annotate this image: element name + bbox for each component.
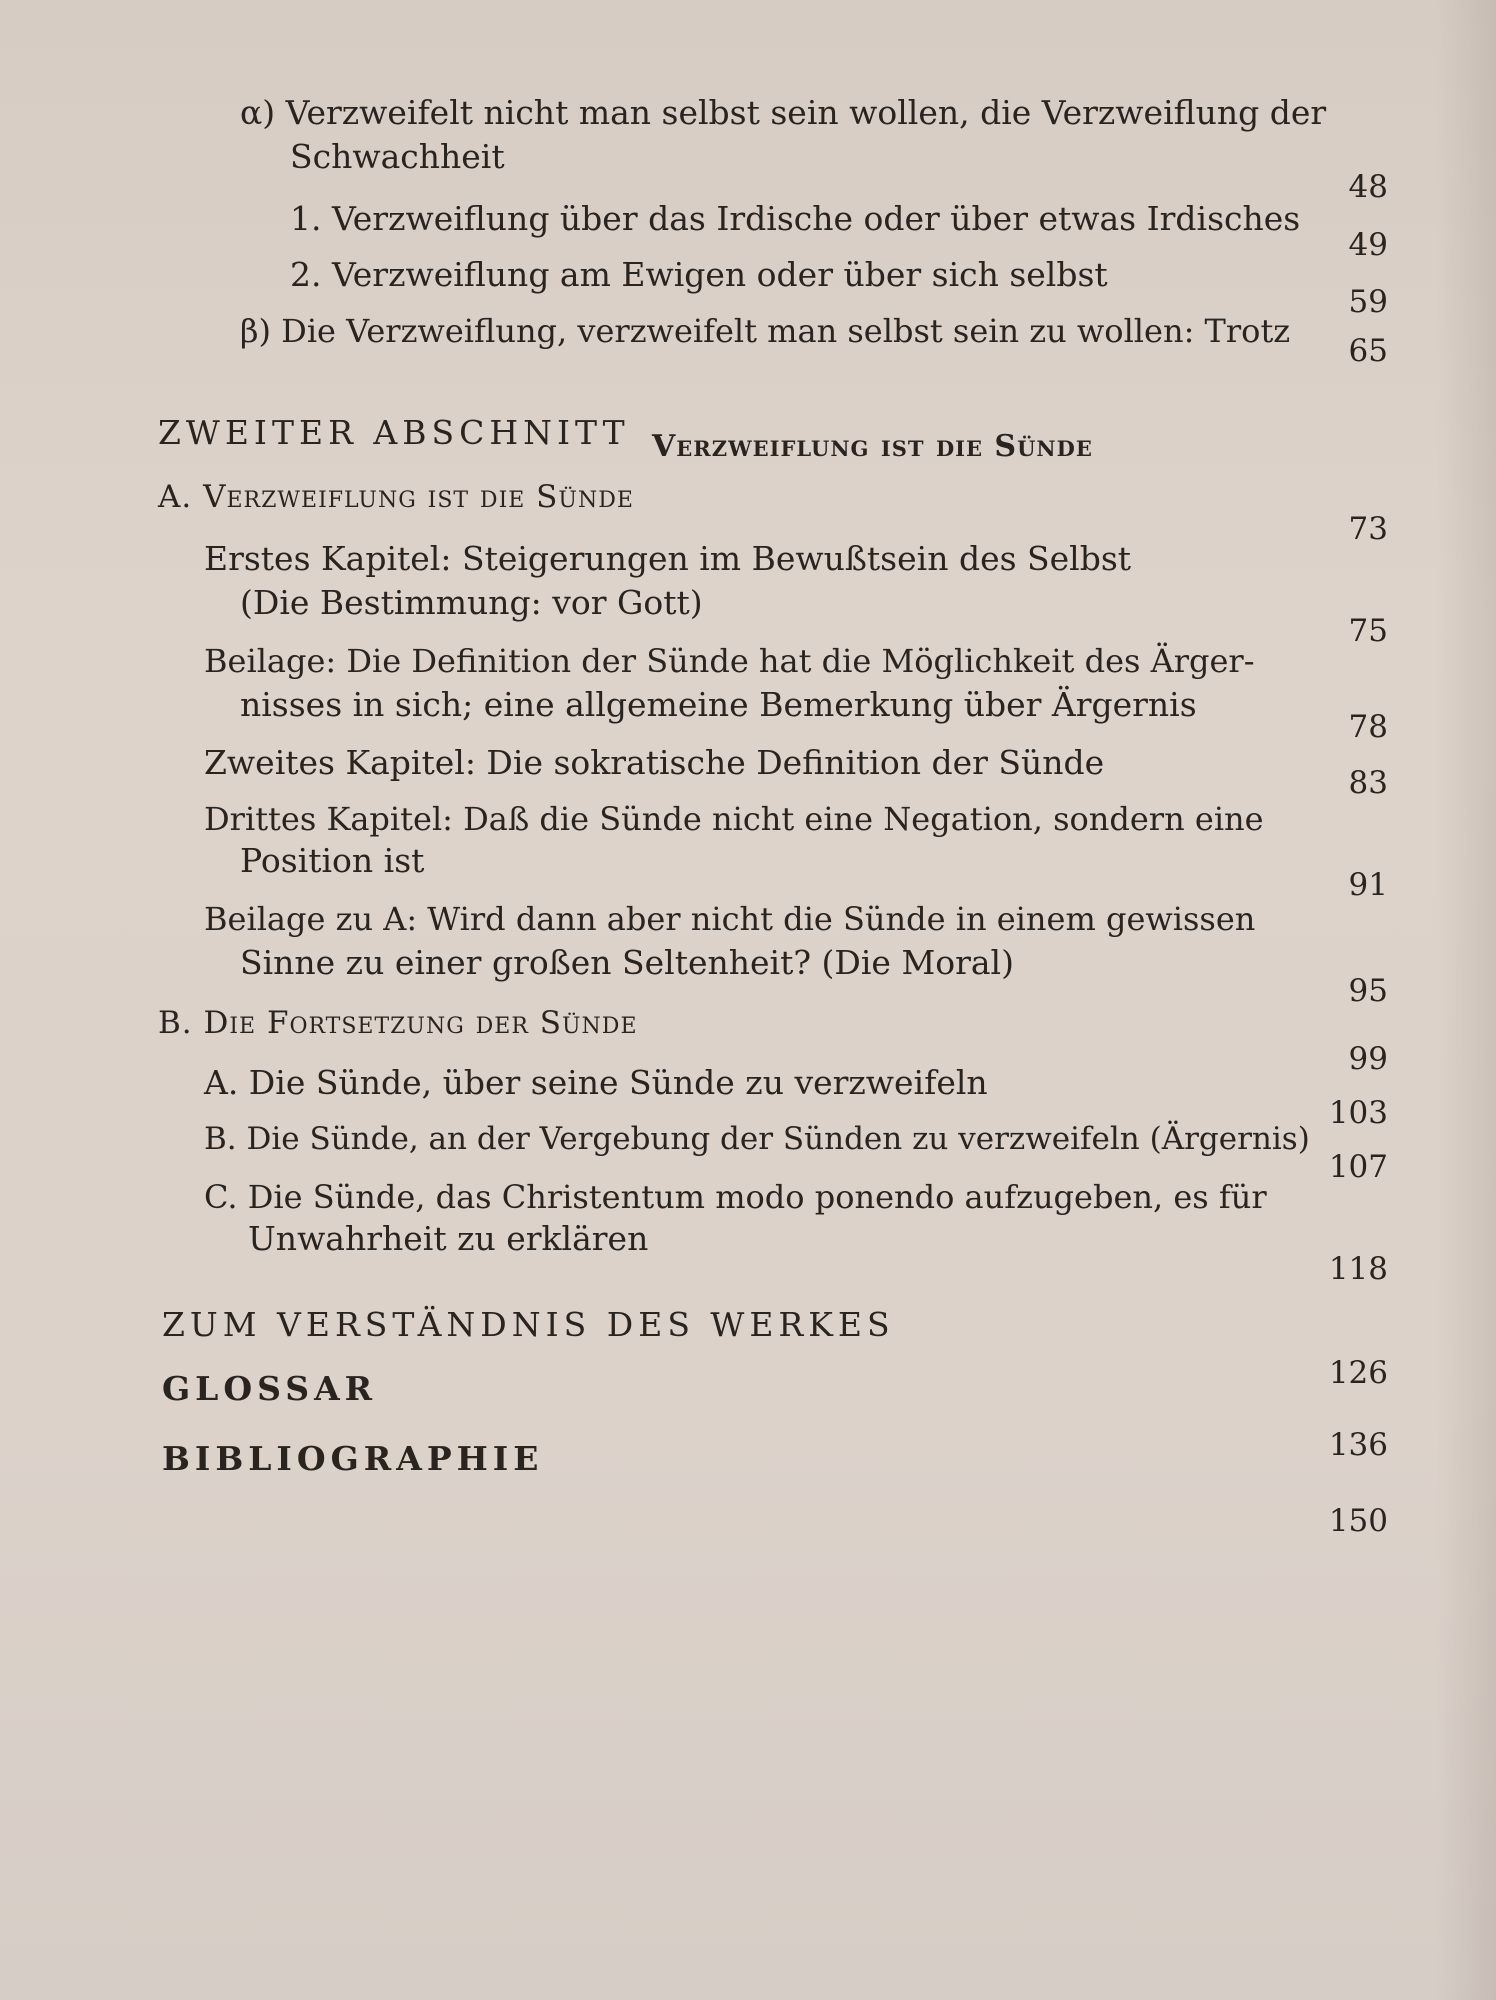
toc-entry-drittes-kapitel-line1: Drittes Kapitel: Daß die Sünde nicht eine Negation, sondern eine — [204, 800, 1264, 838]
toc-entry-c-line1: C. Die Sünde, das Christentum modo ponendo aufzugeben, es für — [204, 1178, 1267, 1216]
toc-entry-2: 2. Verzweiflung am Ewigen oder über sich selbst — [290, 255, 1108, 294]
toc-page-number: 49 — [1348, 227, 1388, 263]
toc-entry-beta: β) Die Verzweiflung, verzweifelt man selbst sein zu wollen: Trotz — [240, 312, 1291, 350]
toc-page-number: 150 — [1328, 1503, 1388, 1539]
toc-entry-b: B. Die Sünde, an der Vergebung der Sünden zu verzweifeln (Ärgernis) — [204, 1121, 1310, 1157]
toc-page-number: 78 — [1348, 709, 1388, 745]
toc-entry-1: 1. Verzweiflung über das Irdische oder über etwas Irdisches — [290, 199, 1301, 238]
toc-entry-glossar: GLOSSAR — [162, 1369, 378, 1408]
toc-entry-A: A. Verzweiflung ist die Sünde — [158, 479, 634, 515]
toc-entry-beilage-zu-a-line2: Sinne zu einer großen Seltenheit? (Die Moral) — [240, 943, 1014, 982]
toc-entry-zweites-kapitel: Zweites Kapitel: Die sokratische Definition der Sünde — [204, 743, 1105, 782]
toc-entry-alpha-line2: Schwachheit — [290, 137, 505, 176]
toc-entry-beilage-line1: Beilage: Die Definition der Sünde hat die Möglichkeit des Ärger- — [204, 642, 1255, 680]
toc-page-number: 73 — [1348, 511, 1388, 547]
toc-page-number: 91 — [1348, 867, 1388, 903]
section-subheading: Verzweiflung ist die Sünde — [652, 429, 1093, 464]
page-edge-shadow — [1436, 0, 1496, 2000]
toc-page-number: 118 — [1328, 1251, 1388, 1287]
toc-page-number: 59 — [1348, 284, 1388, 320]
toc-page-number: 99 — [1348, 1041, 1388, 1077]
toc-entry-zum-verstaendnis: ZUM VERSTÄNDNIS DES WERKES — [162, 1305, 895, 1344]
toc-entry-erstes-kapitel-line2: (Die Bestimmung: vor Gott) — [240, 583, 703, 622]
toc-page-number: 107 — [1328, 1149, 1388, 1185]
toc-page-number: 126 — [1328, 1355, 1388, 1391]
toc-page-number: 48 — [1348, 169, 1388, 205]
toc-page-number: 136 — [1328, 1427, 1388, 1463]
toc-page-number: 103 — [1328, 1095, 1388, 1131]
toc-entry-a: A. Die Sünde, über seine Sünde zu verzweifeln — [204, 1063, 988, 1102]
toc-entry-drittes-kapitel-line2: Position ist — [240, 841, 425, 880]
toc-page-number: 83 — [1348, 765, 1388, 801]
toc-entry-c-line2: Unwahrheit zu erklären — [248, 1219, 649, 1258]
toc-page-number: 75 — [1348, 613, 1388, 649]
toc-entry-beilage-zu-a-line1: Beilage zu A: Wird dann aber nicht die Sünde in einem gewissen — [204, 900, 1256, 938]
toc-entry-beilage-line2: nisses in sich; eine allgemeine Bemerkung über Ärgernis — [240, 685, 1197, 724]
toc-entry-erstes-kapitel-line1: Erstes Kapitel: Steigerungen im Bewußtsein des Selbst — [204, 539, 1132, 578]
toc-page-number: 95 — [1348, 973, 1388, 1009]
toc-entry-bibliographie: BIBLIOGRAPHIE — [162, 1439, 544, 1478]
toc-page-number: 65 — [1348, 333, 1388, 369]
toc-entry-B: B. Die Fortsetzung der Sünde — [158, 1005, 638, 1041]
section-heading: ZWEITER ABSCHNITT — [158, 413, 630, 452]
toc-entry-alpha-line1: α) Verzweifelt nicht man selbst sein wollen, die Verzweiflung der — [240, 93, 1327, 132]
